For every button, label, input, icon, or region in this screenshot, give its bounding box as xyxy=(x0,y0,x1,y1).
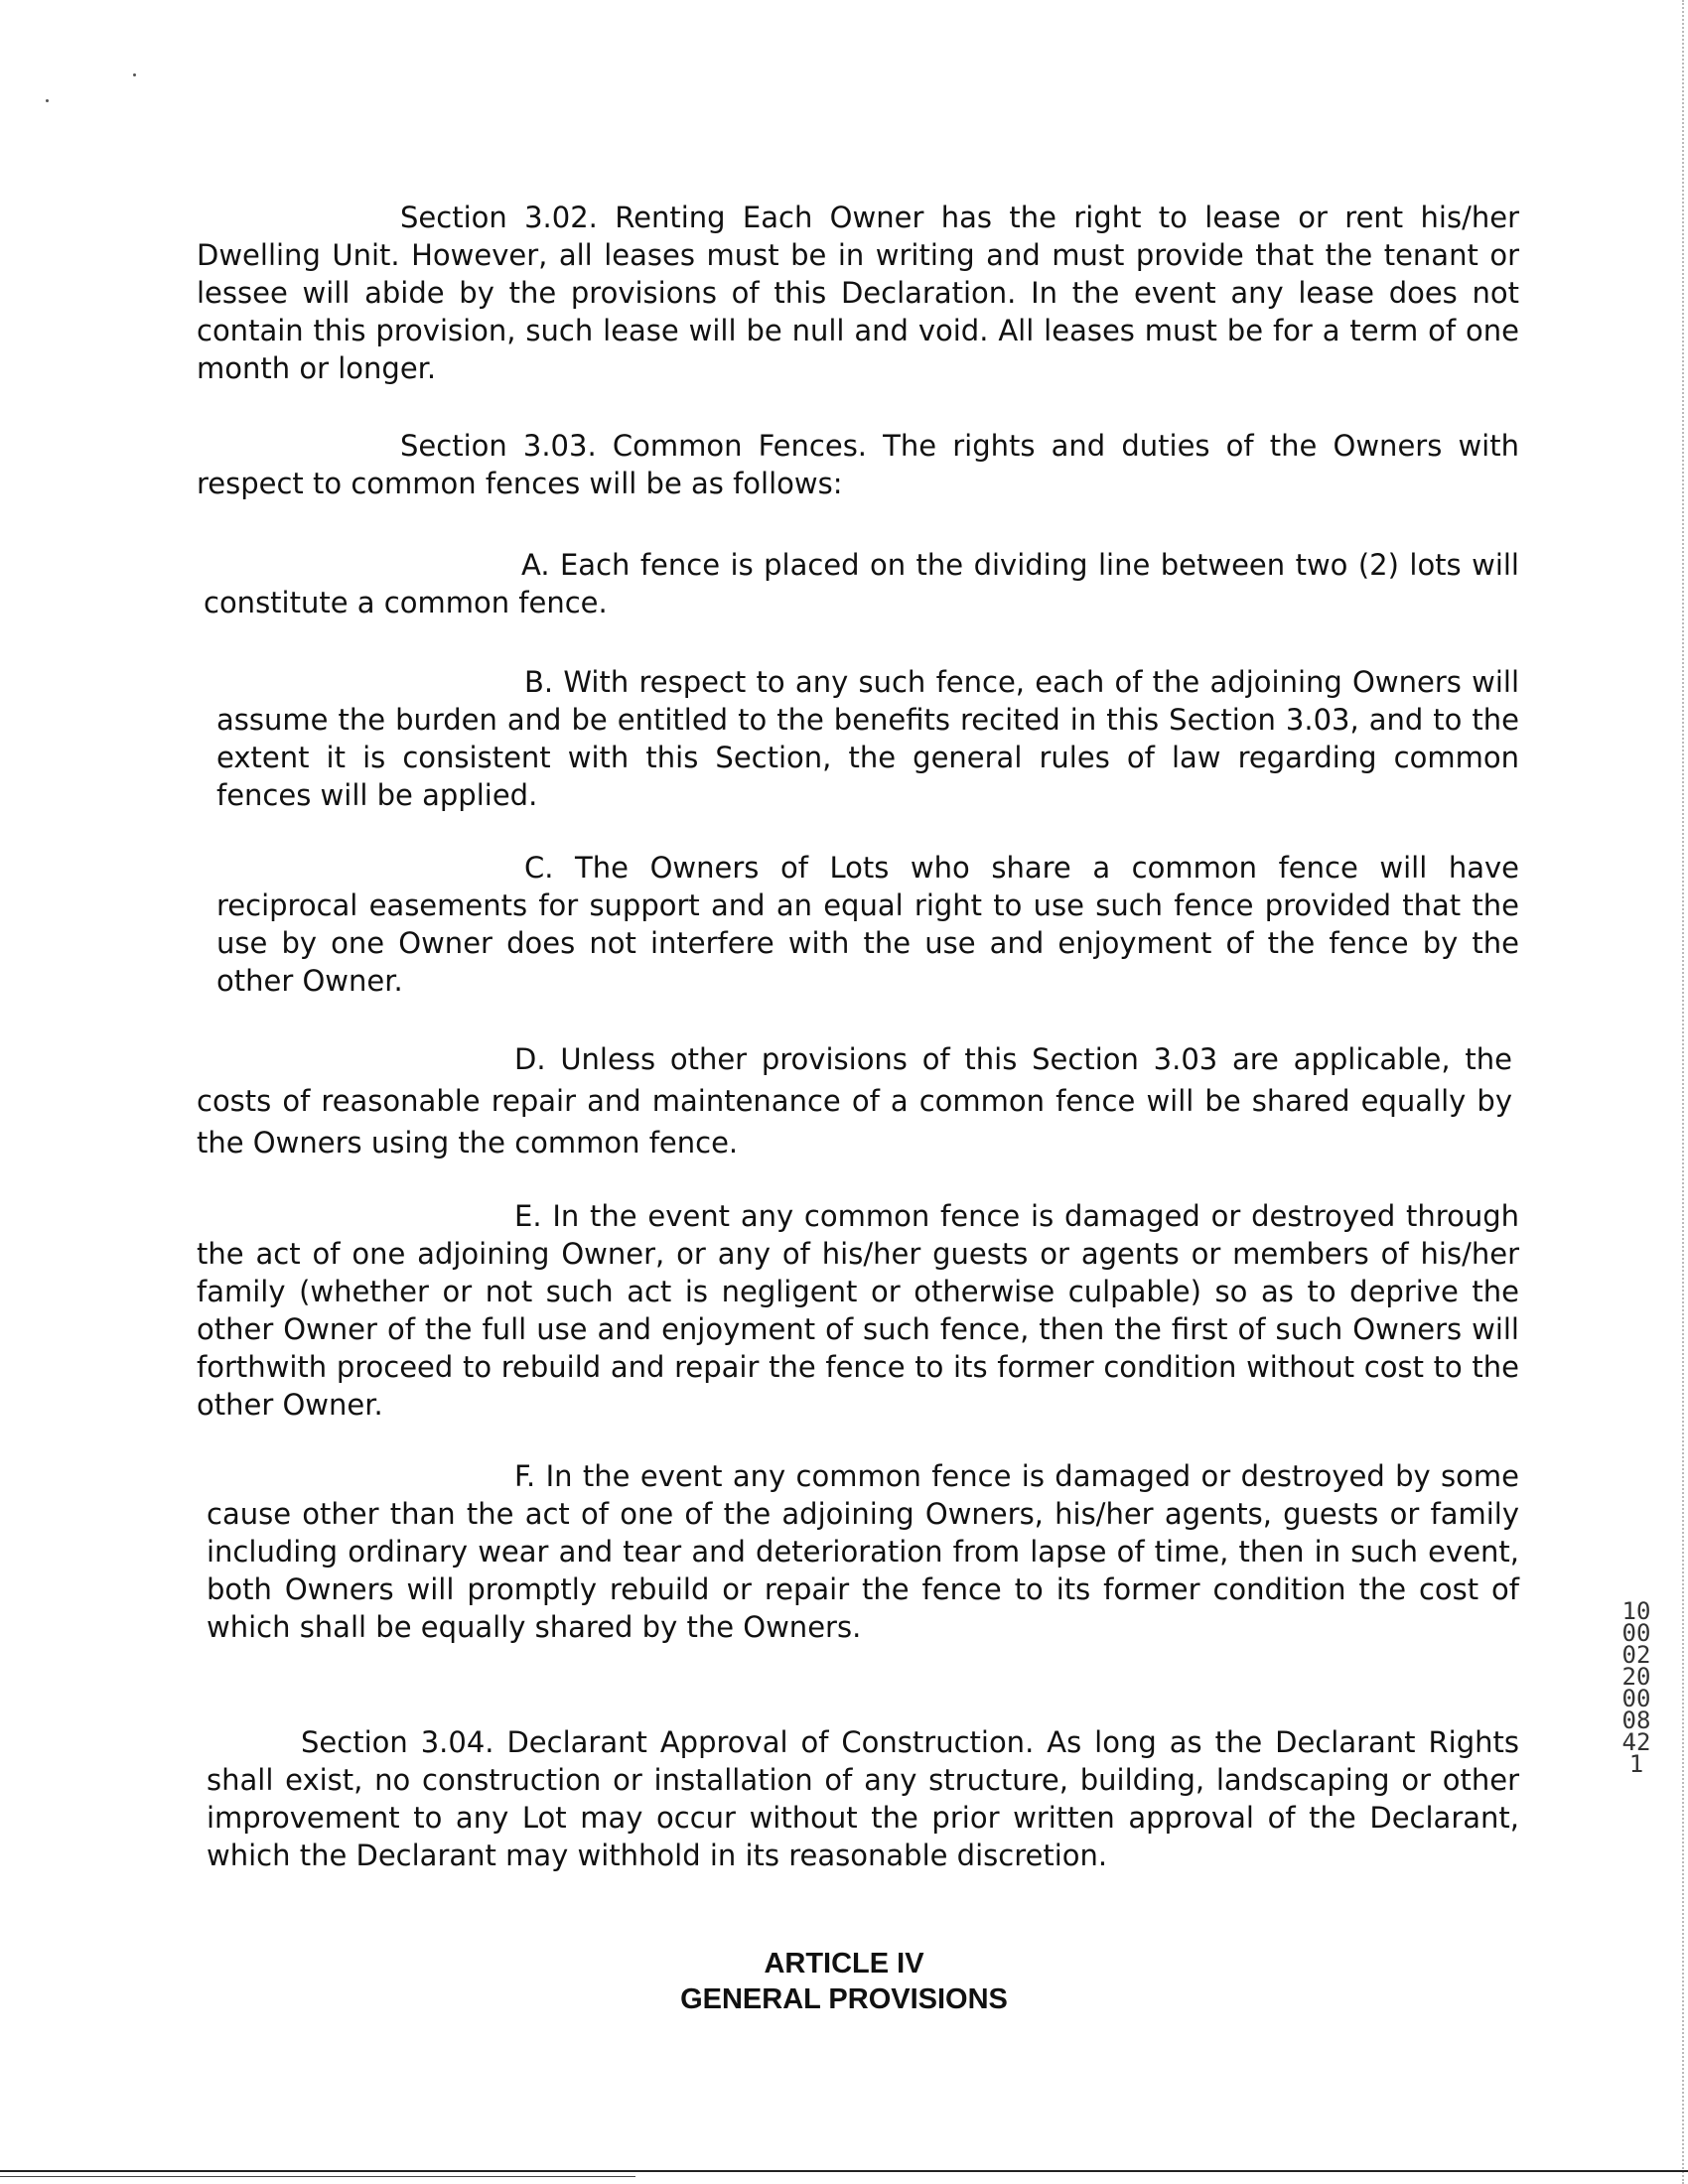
scan-speck xyxy=(133,73,136,76)
section-3-03-clause-e: E. In the event any common fence is damaged or destroyed through the act of one adjoining Owner, or any of his/her guests or agents or members of his/her family (whether or not such act is negligent or otherwise culpable) so as to deprive the other Owner of the full use and enjoyment of such fence, then the first of such Owners will forthwith proceed to rebuild and repair the fence to its former condition without cost to the other Owner. xyxy=(197,1199,1519,1422)
article-subheading: GENERAL PROVISIONS xyxy=(680,1983,1008,2015)
scan-speck xyxy=(46,99,49,102)
recording-stamp: 10000220 0008421 xyxy=(1621,1597,1651,1778)
section-3-04-declarant-approval: Section 3.04. Declarant Approval of Construction. As long as the Declarant Rights shall exist, no construction or installation of any structure, building, landscaping or other improvement to any Lot may occur without the prior written approval of the Declarant, which the Declarant may withhold in its reasonable discretion. xyxy=(207,1725,1519,1872)
scan-edge-dots xyxy=(1682,0,1686,2184)
section-3-03-clause-b: B. With respect to any such fence, each of the adjoining Owners will assume the burden and be entitled to the benefits recited in this Section 3.03, and to the extent it is consistent with this Section, the general rules of law regarding common fences will be applied. xyxy=(216,665,1519,812)
section-3-03-clause-d: D. Unless other provisions of this Section 3.03 are applicable, the costs of reasonable repair and maintenance of a common fence will be shared equally by the Owners using the common fence. xyxy=(197,1042,1512,1160)
bottom-rule-secondary xyxy=(0,2176,635,2177)
section-3-02-renting: Section 3.02. Renting Each Owner has the right to lease or rent his/her Dwelling Unit. However, all leases must be in writing and must provide that the tenant or lessee will abide by the provisions of this Declaration. In the event any lease does not contain this provision, such lease will be null and void. All leases must be for a term of one month or longer. xyxy=(197,201,1519,385)
section-3-03-common-fences: Section 3.03. Common Fences. The rights and duties of the Owners with respect to common fences will be as follows: xyxy=(197,429,1519,500)
bottom-rule xyxy=(0,2170,1688,2172)
article-heading: ARTICLE IV xyxy=(764,1948,924,1979)
section-3-03-clause-f: F. In the event any common fence is damaged or destroyed by some cause other than the act of one of the adjoining Owners, his/her agents, guests or family including ordinary wear and tear and deterioration from lapse of time, then in such event, both Owners will promptly rebuild or repair the fence to its former condition the cost of which shall be equally shared by the Owners. xyxy=(207,1459,1519,1644)
section-3-03-clause-c: C. The Owners of Lots who share a common fence will have reciprocal easements for support and an equal right to use such fence provided that the use by one Owner does not interfere with the use and enjoyment of the fence by the other Owner. xyxy=(216,851,1519,998)
section-3-03-clause-a: A. Each fence is placed on the dividing line between two (2) lots will constitute a common fence. xyxy=(204,548,1519,619)
